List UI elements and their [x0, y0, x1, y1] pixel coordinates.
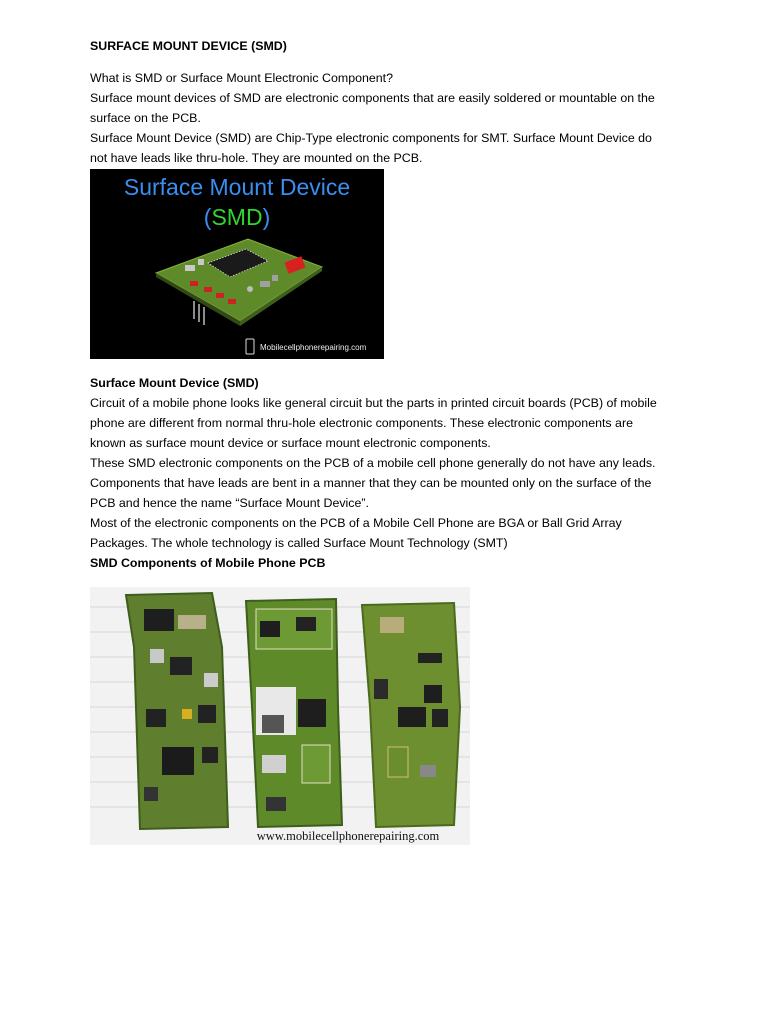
intro-line: Surface Mount Device (SMD) are Chip-Type electronic components for SMT. Surface Mount Device do: [90, 131, 652, 145]
body-line: PCB and hence the name “Surface Mount Device”.: [90, 496, 369, 510]
intro-line: surface on the PCB.: [90, 111, 201, 125]
components-heading: SMD Components of Mobile Phone PCB: [90, 556, 326, 570]
image-smd-text: (SMD): [203, 204, 271, 230]
body-line: phone are different from normal thru-hole electronic components. These electronic components are: [90, 416, 633, 430]
pcb-board-right: [362, 603, 460, 827]
image-watermark: Mobilecellphonerepairing.com: [260, 343, 367, 352]
body-line: Packages. The whole technology is called Surface Mount Technology (SMT): [90, 536, 508, 550]
intro-block: [90, 68, 690, 168]
section-block: [90, 373, 690, 573]
pcb-board-middle: [246, 599, 342, 827]
body-line: Most of the electronic components on the PCB of a Mobile Cell Phone are BGA or Ball Grid Array: [90, 516, 622, 530]
body-line: These SMD electronic components on the PCB of a mobile cell phone generally do not have any leads.: [90, 456, 656, 470]
intro-question: What is SMD or Surface Mount Electronic Component?: [90, 71, 394, 85]
body-line: Components that have leads are bent in a manner that they can be mounted only on the surface of the: [90, 476, 652, 490]
photo-watermark: www.mobilecellphonerepairing.com: [256, 829, 440, 843]
intro-line: Surface mount devices of SMD are electronic components that are easily soldered or mountable on the: [90, 91, 655, 105]
page-title: SURFACE MOUNT DEVICE (SMD): [90, 39, 287, 53]
smd-illustration-image: [90, 169, 384, 359]
body-line: Circuit of a mobile phone looks like general circuit but the parts in printed circuit boards (PCB) of mobile: [90, 396, 657, 410]
phone-pcb-photo: [90, 587, 470, 845]
image-heading-text: Surface Mount Device: [123, 174, 351, 200]
body-line: known as surface mount device or surface mount electronic components.: [90, 436, 491, 450]
pcb-board-left: [126, 593, 228, 829]
section-heading: Surface Mount Device (SMD): [90, 376, 259, 390]
intro-line: not have leads like thru-hole. They are mounted on the PCB.: [90, 151, 423, 165]
